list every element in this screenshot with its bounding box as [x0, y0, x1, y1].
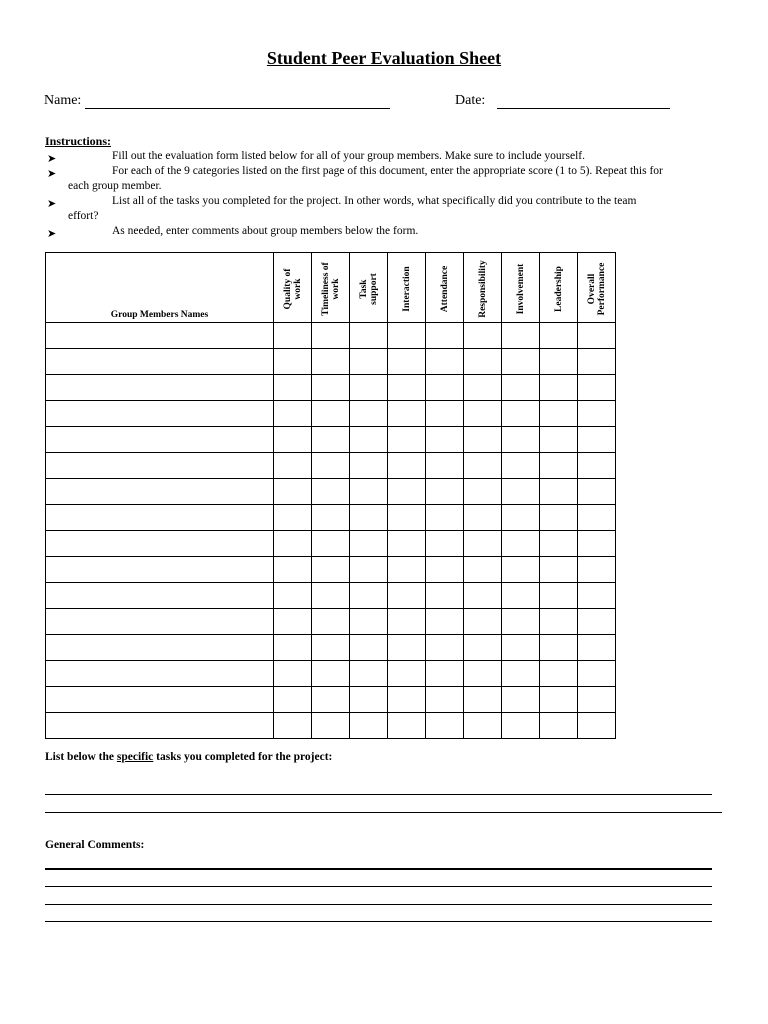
score-cell[interactable]	[350, 635, 388, 661]
score-cell[interactable]	[540, 557, 578, 583]
score-cell[interactable]	[540, 453, 578, 479]
score-cell[interactable]	[578, 531, 616, 557]
score-cell[interactable]	[502, 349, 540, 375]
comments-line[interactable]	[45, 904, 712, 905]
member-name-cell[interactable]	[46, 713, 274, 739]
score-cell[interactable]	[502, 713, 540, 739]
score-cell[interactable]	[426, 713, 464, 739]
score-cell[interactable]	[274, 609, 312, 635]
table-row	[46, 375, 616, 401]
tasks-prompt-after: tasks you completed for the project:	[153, 751, 333, 763]
instruction-text: Fill out the evaluation form listed below for all of your group members. Make sure to include yourself.	[112, 150, 585, 162]
score-cell[interactable]	[350, 349, 388, 375]
table-row	[46, 427, 616, 453]
member-name-cell[interactable]	[46, 583, 274, 609]
table-row	[46, 583, 616, 609]
tasks-prompt	[45, 751, 332, 763]
instructions-heading: Instructions:	[45, 134, 112, 148]
score-cell[interactable]	[502, 687, 540, 713]
score-cell[interactable]	[388, 375, 426, 401]
score-cell[interactable]	[502, 557, 540, 583]
score-cell[interactable]	[578, 453, 616, 479]
score-cell[interactable]	[464, 453, 502, 479]
table-row	[46, 453, 616, 479]
score-cell[interactable]	[312, 479, 350, 505]
score-cell[interactable]	[464, 635, 502, 661]
category-header: Involvement	[502, 253, 540, 323]
score-cell[interactable]	[540, 661, 578, 687]
instruction-text-continued: each group member.	[68, 180, 162, 192]
category-header: Quality of work	[274, 253, 312, 323]
score-cell[interactable]	[464, 349, 502, 375]
score-cell[interactable]	[312, 583, 350, 609]
score-cell[interactable]	[312, 453, 350, 479]
score-cell[interactable]	[388, 479, 426, 505]
bullet-arrow-icon: ➤	[47, 153, 57, 165]
evaluation-table	[45, 252, 616, 739]
score-cell[interactable]	[540, 635, 578, 661]
score-cell[interactable]	[312, 687, 350, 713]
score-cell[interactable]	[540, 349, 578, 375]
score-cell[interactable]	[312, 557, 350, 583]
table-row	[46, 505, 616, 531]
score-cell[interactable]	[426, 557, 464, 583]
score-cell[interactable]	[464, 661, 502, 687]
tasks-answer-line[interactable]	[45, 794, 712, 795]
score-cell[interactable]	[274, 479, 312, 505]
name-field-line[interactable]	[85, 108, 390, 109]
comments-line[interactable]	[45, 921, 712, 922]
table-row	[46, 323, 616, 349]
score-cell[interactable]	[464, 323, 502, 349]
score-cell[interactable]	[578, 687, 616, 713]
member-name-cell[interactable]	[46, 479, 274, 505]
member-name-cell[interactable]	[46, 427, 274, 453]
score-cell[interactable]	[502, 661, 540, 687]
score-cell[interactable]	[388, 323, 426, 349]
score-cell[interactable]	[388, 531, 426, 557]
instruction-text: As needed, enter comments about group members below the form.	[112, 225, 419, 237]
table-row	[46, 479, 616, 505]
score-cell[interactable]	[426, 635, 464, 661]
member-name-cell[interactable]	[46, 349, 274, 375]
instruction-text: For each of the 9 categories listed on the first page of this document, enter the appropriate score (1 to 5). Repeat this for	[112, 165, 663, 177]
score-cell[interactable]	[578, 479, 616, 505]
member-name-cell[interactable]	[46, 635, 274, 661]
name-label: Name:	[44, 93, 82, 108]
score-cell[interactable]	[464, 687, 502, 713]
score-cell[interactable]	[312, 375, 350, 401]
score-cell[interactable]	[274, 453, 312, 479]
score-cell[interactable]	[426, 375, 464, 401]
score-cell[interactable]	[274, 349, 312, 375]
bullet-arrow-icon: ➤	[47, 198, 57, 210]
score-cell[interactable]	[350, 609, 388, 635]
score-cell[interactable]	[350, 557, 388, 583]
score-cell[interactable]	[350, 661, 388, 687]
score-cell[interactable]	[274, 531, 312, 557]
score-cell[interactable]	[274, 557, 312, 583]
table-row	[46, 609, 616, 635]
table-row	[46, 401, 616, 427]
score-cell[interactable]	[350, 453, 388, 479]
score-cell[interactable]	[274, 375, 312, 401]
score-cell[interactable]	[502, 401, 540, 427]
score-cell[interactable]	[350, 505, 388, 531]
page-title: Student Peer Evaluation Sheet	[266, 48, 502, 68]
score-cell[interactable]	[502, 583, 540, 609]
score-cell[interactable]	[388, 557, 426, 583]
tasks-prompt-emphasis: specific	[116, 751, 154, 763]
score-cell[interactable]	[578, 505, 616, 531]
score-cell[interactable]	[350, 323, 388, 349]
score-cell[interactable]	[274, 401, 312, 427]
score-cell[interactable]	[388, 583, 426, 609]
table-row	[46, 349, 616, 375]
score-cell[interactable]	[464, 479, 502, 505]
member-name-cell[interactable]	[46, 505, 274, 531]
score-cell[interactable]	[350, 427, 388, 453]
score-cell[interactable]	[274, 583, 312, 609]
table-row	[46, 713, 616, 739]
score-cell[interactable]	[388, 687, 426, 713]
score-cell[interactable]	[426, 505, 464, 531]
score-cell[interactable]	[274, 713, 312, 739]
score-cell[interactable]	[388, 505, 426, 531]
bullet-arrow-icon: ➤	[47, 168, 57, 180]
score-cell[interactable]	[274, 661, 312, 687]
score-cell[interactable]	[540, 375, 578, 401]
score-cell[interactable]	[426, 349, 464, 375]
score-cell[interactable]	[578, 635, 616, 661]
category-header: Leadership	[540, 253, 578, 323]
tasks-answer-line[interactable]	[45, 812, 722, 813]
score-cell[interactable]	[426, 687, 464, 713]
score-cell[interactable]	[426, 583, 464, 609]
score-cell[interactable]	[312, 401, 350, 427]
score-cell[interactable]	[426, 427, 464, 453]
score-cell[interactable]	[578, 661, 616, 687]
score-cell[interactable]	[502, 375, 540, 401]
category-header: Timeliness of work	[312, 253, 350, 323]
score-cell[interactable]	[274, 687, 312, 713]
score-cell[interactable]	[350, 401, 388, 427]
category-header: Overall Performance	[578, 253, 616, 323]
score-cell[interactable]	[578, 323, 616, 349]
general-comments-label: General Comments:	[45, 839, 145, 851]
score-cell[interactable]	[578, 349, 616, 375]
score-cell[interactable]	[388, 609, 426, 635]
score-cell[interactable]	[502, 505, 540, 531]
score-cell[interactable]	[312, 349, 350, 375]
score-cell[interactable]	[464, 531, 502, 557]
score-cell[interactable]	[312, 713, 350, 739]
score-cell[interactable]	[464, 375, 502, 401]
member-name-cell[interactable]	[46, 401, 274, 427]
bullet-arrow-icon: ➤	[47, 228, 57, 240]
member-name-cell[interactable]	[46, 557, 274, 583]
score-cell[interactable]	[426, 401, 464, 427]
table-row	[46, 661, 616, 687]
score-cell[interactable]	[502, 479, 540, 505]
score-cell[interactable]	[578, 557, 616, 583]
score-cell[interactable]	[464, 713, 502, 739]
score-cell[interactable]	[464, 557, 502, 583]
table-row	[46, 687, 616, 713]
instruction-text-continued: effort?	[68, 210, 99, 222]
score-cell[interactable]	[312, 427, 350, 453]
score-cell[interactable]	[426, 531, 464, 557]
score-cell[interactable]	[312, 661, 350, 687]
score-cell[interactable]	[388, 427, 426, 453]
category-header: Attendance	[426, 253, 464, 323]
score-cell[interactable]	[540, 609, 578, 635]
score-cell[interactable]	[350, 713, 388, 739]
tasks-prompt-before: List below the	[45, 751, 117, 763]
comments-line[interactable]	[45, 886, 712, 887]
score-cell[interactable]	[388, 349, 426, 375]
score-cell[interactable]	[274, 635, 312, 661]
score-cell[interactable]	[274, 427, 312, 453]
score-cell[interactable]	[540, 323, 578, 349]
score-cell[interactable]	[578, 609, 616, 635]
score-cell[interactable]	[502, 323, 540, 349]
score-cell[interactable]	[274, 505, 312, 531]
score-cell[interactable]	[464, 401, 502, 427]
score-cell[interactable]	[540, 505, 578, 531]
member-name-cell[interactable]	[46, 453, 274, 479]
score-cell[interactable]	[502, 635, 540, 661]
score-cell[interactable]	[388, 453, 426, 479]
score-cell[interactable]	[502, 427, 540, 453]
score-cell[interactable]	[540, 479, 578, 505]
score-cell[interactable]	[350, 687, 388, 713]
score-cell[interactable]	[388, 713, 426, 739]
date-field-line[interactable]	[497, 108, 670, 109]
score-cell[interactable]	[578, 713, 616, 739]
score-cell[interactable]	[502, 531, 540, 557]
instruction-text: List all of the tasks you completed for the project. In other words, what specifically did you contribute to the team	[112, 195, 637, 207]
member-name-cell[interactable]	[46, 375, 274, 401]
score-cell[interactable]	[388, 661, 426, 687]
score-cell[interactable]	[312, 531, 350, 557]
score-cell[interactable]	[540, 713, 578, 739]
date-label: Date:	[455, 93, 486, 108]
score-cell[interactable]	[578, 427, 616, 453]
score-cell[interactable]	[540, 583, 578, 609]
category-header: Interaction	[388, 253, 426, 323]
score-cell[interactable]	[578, 583, 616, 609]
score-cell[interactable]	[312, 635, 350, 661]
group-members-names-header: Group Members Names	[46, 253, 274, 323]
score-cell[interactable]	[388, 401, 426, 427]
table-header-row	[46, 253, 616, 323]
score-cell[interactable]	[426, 323, 464, 349]
score-cell[interactable]	[464, 609, 502, 635]
category-header: Responsibility	[464, 253, 502, 323]
score-cell[interactable]	[274, 323, 312, 349]
score-cell[interactable]	[540, 427, 578, 453]
score-cell[interactable]	[350, 375, 388, 401]
table-row	[46, 635, 616, 661]
score-cell[interactable]	[578, 375, 616, 401]
score-cell[interactable]	[426, 453, 464, 479]
score-cell[interactable]	[578, 401, 616, 427]
score-cell[interactable]	[426, 661, 464, 687]
score-cell[interactable]	[540, 531, 578, 557]
member-name-cell[interactable]	[46, 661, 274, 687]
table-row	[46, 531, 616, 557]
score-cell[interactable]	[350, 531, 388, 557]
member-name-cell[interactable]	[46, 323, 274, 349]
score-cell[interactable]	[502, 453, 540, 479]
score-cell[interactable]	[426, 609, 464, 635]
score-cell[interactable]	[464, 427, 502, 453]
score-cell[interactable]	[312, 609, 350, 635]
score-cell[interactable]	[350, 479, 388, 505]
score-cell[interactable]	[540, 401, 578, 427]
member-name-cell[interactable]	[46, 609, 274, 635]
member-name-cell[interactable]	[46, 687, 274, 713]
score-cell[interactable]	[502, 609, 540, 635]
comments-line[interactable]	[45, 868, 712, 870]
score-cell[interactable]	[312, 323, 350, 349]
category-header: Task support	[350, 253, 388, 323]
member-name-cell[interactable]	[46, 531, 274, 557]
score-cell[interactable]	[464, 505, 502, 531]
score-cell[interactable]	[388, 635, 426, 661]
table-row	[46, 557, 616, 583]
score-cell[interactable]	[464, 583, 502, 609]
score-cell[interactable]	[540, 687, 578, 713]
score-cell[interactable]	[350, 583, 388, 609]
score-cell[interactable]	[426, 479, 464, 505]
score-cell[interactable]	[312, 505, 350, 531]
